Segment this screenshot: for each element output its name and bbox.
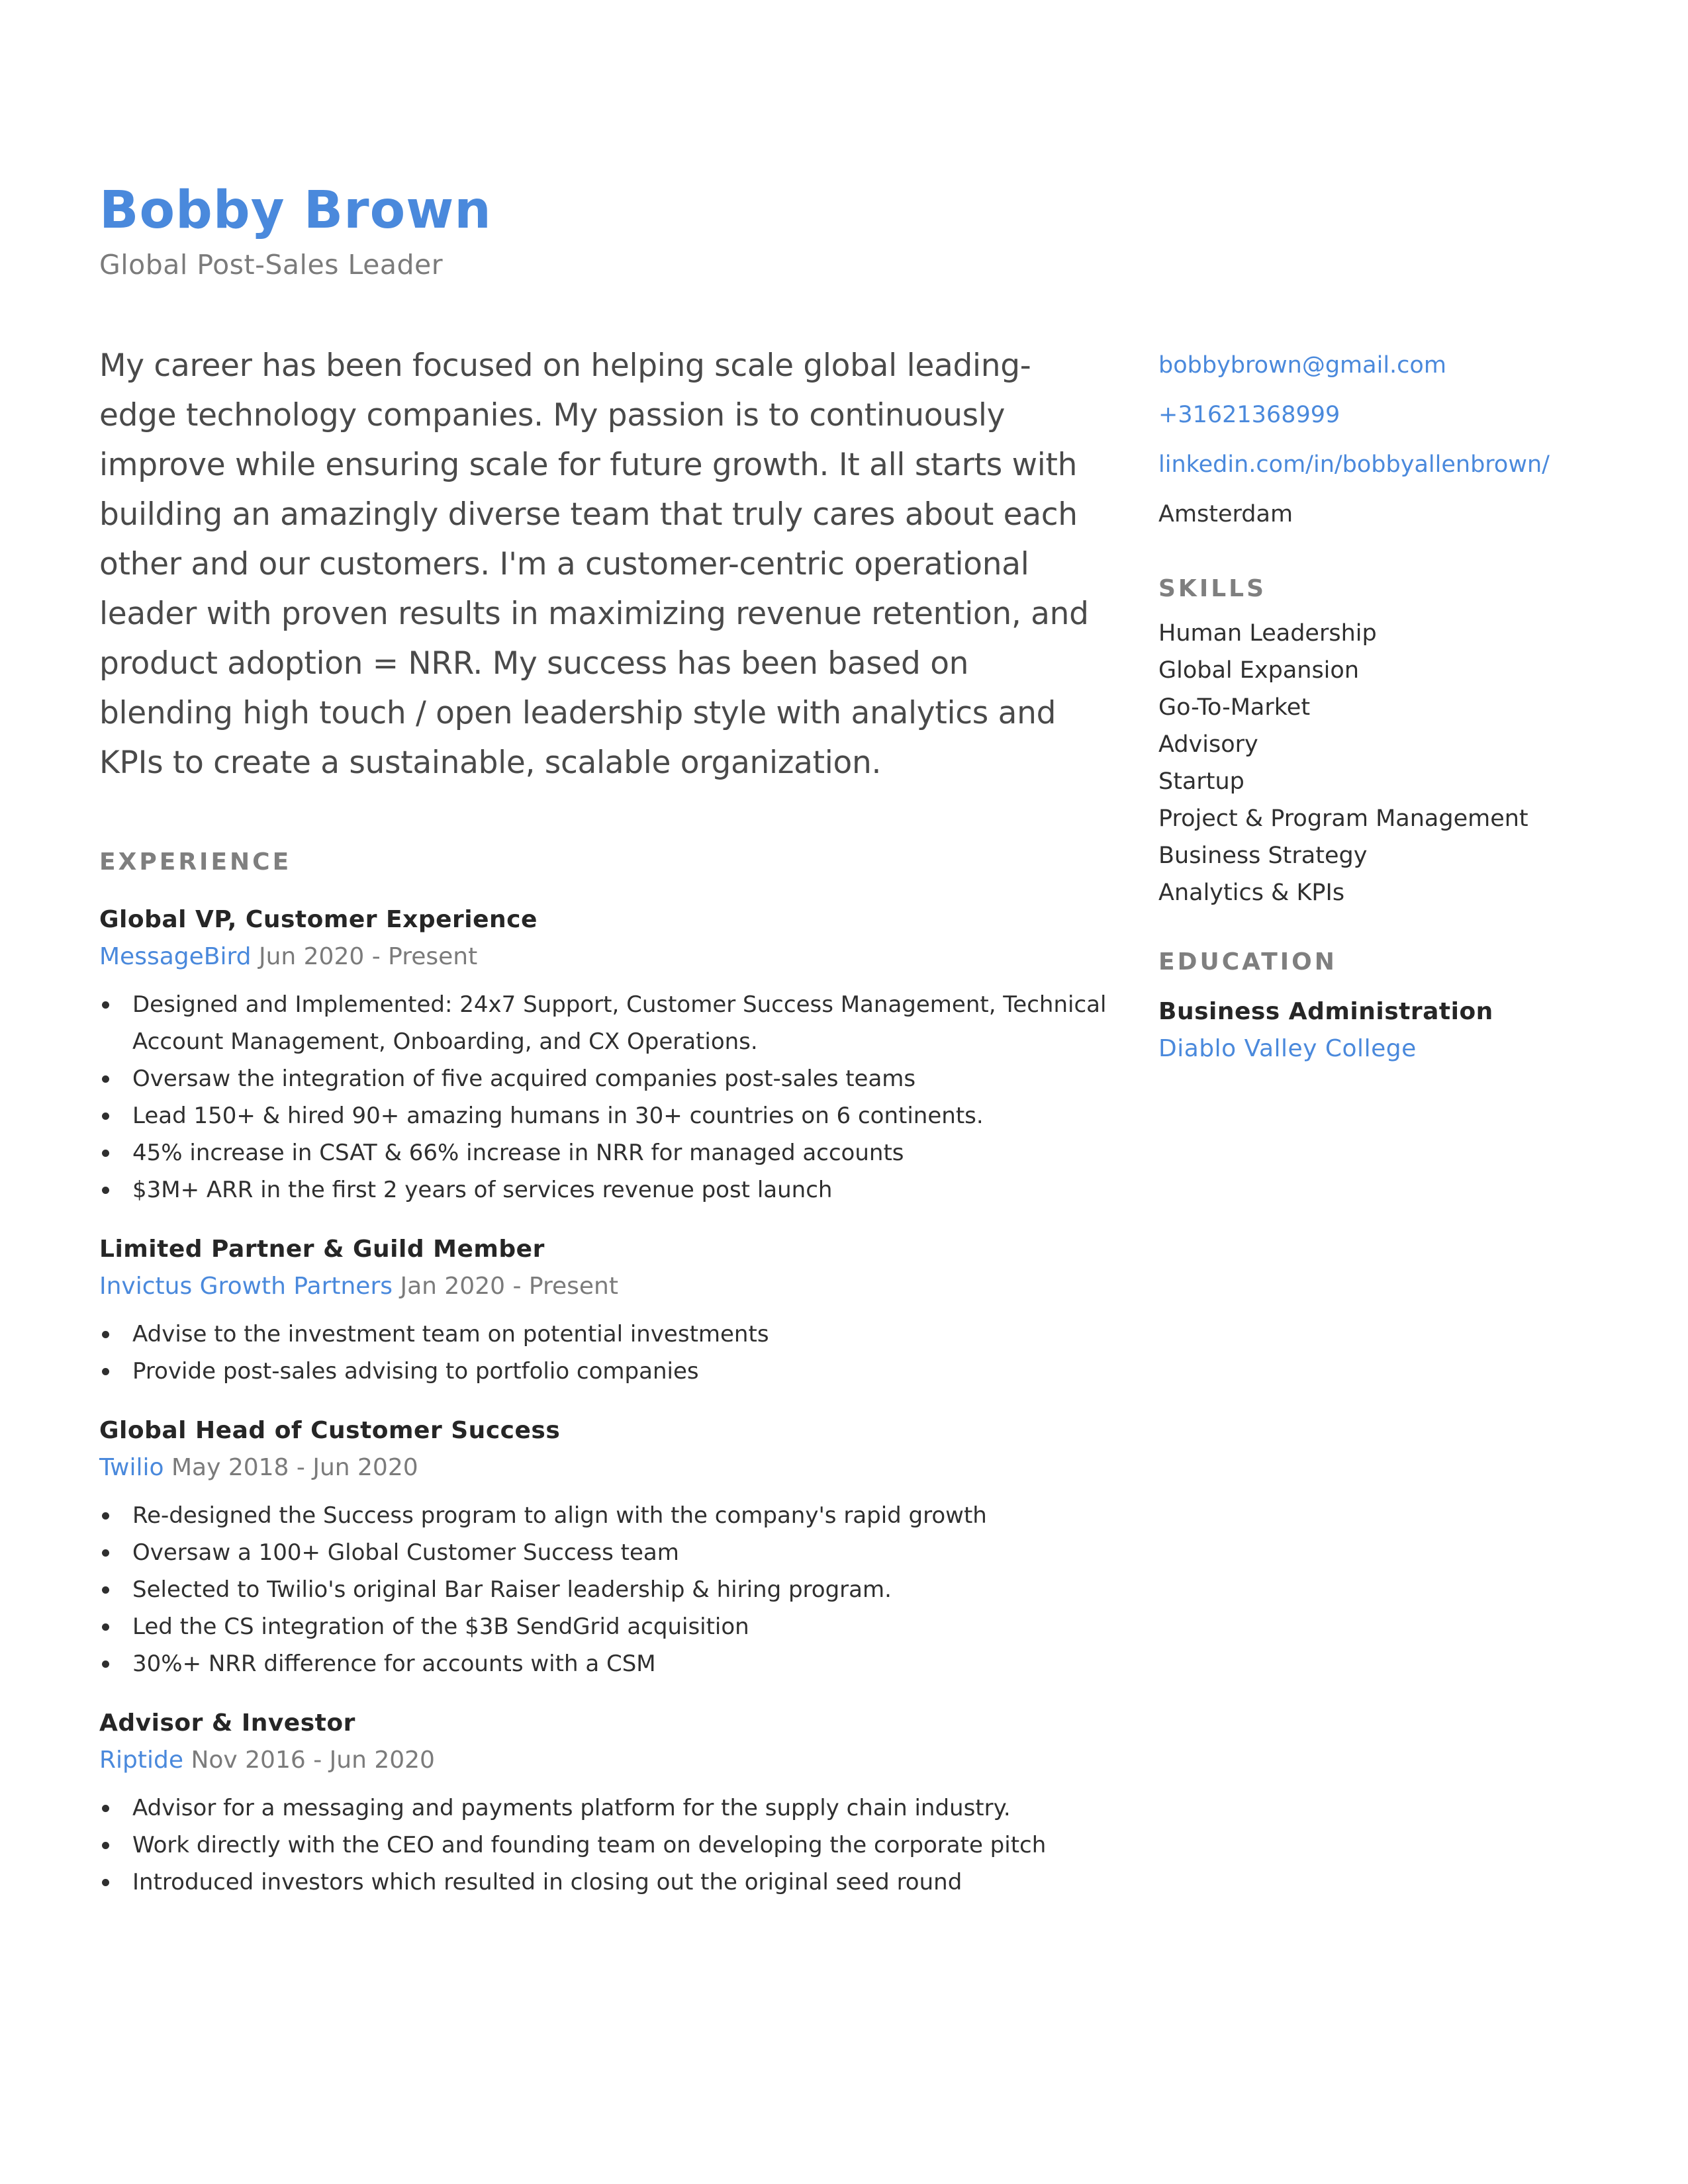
job-meta [99,1742,1112,1779]
job-title: Global VP, Customer Experience [99,906,538,933]
bullet-item [99,1534,1112,1571]
bullet-dot-icon [102,1075,109,1083]
job-meta [99,1268,1112,1305]
linkedin-link[interactable]: linkedin.com/in/bobbyallenbrown/ [1158,451,1550,478]
location-text: Amsterdam [1158,501,1293,527]
skill-item: Startup [1158,768,1244,795]
bullet-dot-icon [102,1661,109,1668]
bullet-item [99,1171,1112,1208]
job-bullets [99,1790,1112,1901]
bullet-dot-icon [102,1331,109,1338]
skill-item: Analytics & KPIs [1158,880,1345,906]
bullet-dot-icon [102,1368,109,1375]
bullet-item [99,1097,1112,1134]
bullet-text: Designed and Implemented: 24x7 Support, Customer Success Management, Technical Account Management, Onboarding, and CX Operations. [132,991,1107,1055]
education-heading: EDUCATION [1158,948,1337,976]
skill-item: Human Leadership [1158,620,1377,647]
bullet-item [99,1790,1112,1827]
bullet-text: Oversaw the integration of five acquired companies post-sales teams [132,1066,916,1092]
job-dates: May 2018 - Jun 2020 [171,1454,418,1481]
bullet-text: Oversaw a 100+ Global Customer Success team [132,1539,679,1566]
sidebar-column [1158,341,1622,1068]
company-name: Twilio [99,1454,164,1481]
bullet-dot-icon [102,1549,109,1557]
main-column [99,341,1112,1901]
job-meta [99,1449,1112,1486]
bullet-item [99,1060,1112,1097]
bullet-dot-icon [102,1187,109,1194]
bullet-dot-icon [102,1113,109,1120]
bullet-item [99,1827,1112,1864]
experience-heading: EXPERIENCE [99,848,292,876]
bullet-item [99,1353,1112,1390]
bullet-dot-icon [102,1623,109,1631]
bullet-dot-icon [102,1842,109,1849]
bullet-text: $3M+ ARR in the first 2 years of services revenue post launch [132,1177,833,1203]
job-entry [99,1412,1112,1682]
bullet-dot-icon [102,1879,109,1886]
skills-heading: SKILLS [1158,575,1267,602]
skill-item: Business Strategy [1158,842,1368,869]
skill-item: Project & Program Management [1158,805,1528,832]
bullet-text: Led the CS integration of the $3B SendGrid acquisition [132,1614,749,1640]
candidate-title: Global Post-Sales Leader [99,249,444,281]
bullet-dot-icon [102,1001,109,1009]
company-name: Invictus Growth Partners [99,1273,393,1300]
bullet-text: Re-designed the Success program to align with the company's rapid growth [132,1502,987,1529]
bullet-text: Lead 150+ & hired 90+ amazing humans in 30+ countries on 6 continents. [132,1103,984,1129]
job-title: Advisor & Investor [99,1709,355,1737]
bullet-text: Advisor for a messaging and payments platform for the supply chain industry. [132,1795,1011,1821]
bullet-item [99,1497,1112,1534]
bullet-text: Selected to Twilio's original Bar Raiser leadership & hiring program. [132,1576,892,1603]
bullet-item [99,986,1112,1060]
company-name: MessageBird [99,943,252,970]
bullet-dot-icon [102,1512,109,1520]
job-bullets [99,1497,1112,1682]
job-bullets [99,1316,1112,1390]
school-name: Diablo Valley College [1158,1035,1417,1062]
bullet-dot-icon [102,1586,109,1594]
email-link[interactable]: bobbybrown@gmail.com [1158,352,1446,379]
bullet-dot-icon [102,1150,109,1157]
job-title: Global Head of Customer Success [99,1417,561,1444]
bullet-text: Introduced investors which resulted in closing out the original seed round [132,1869,962,1895]
skill-item: Advisory [1158,731,1258,758]
bullet-text: 30%+ NRR difference for accounts with a CSM [132,1651,656,1677]
job-dates: Jun 2020 - Present [258,943,478,970]
bullet-text: Provide post-sales advising to portfolio companies [132,1358,699,1385]
job-dates: Jan 2020 - Present [400,1273,618,1300]
job-meta [99,938,1112,976]
bullet-item [99,1864,1112,1901]
job-bullets [99,986,1112,1208]
job-entry [99,1231,1112,1390]
degree-name: Business Administration [1158,998,1493,1025]
bullet-item [99,1316,1112,1353]
bullet-item [99,1608,1112,1645]
phone-link[interactable]: +31621368999 [1158,402,1340,428]
bullet-text: Work directly with the CEO and founding team on developing the corporate pitch [132,1832,1047,1858]
skill-item: Go-To-Market [1158,694,1311,721]
bullet-item [99,1571,1112,1608]
bullet-dot-icon [102,1805,109,1812]
job-entry [99,901,1112,1208]
summary-paragraph: My career has been focused on helping scale global leading-edge technology companies. My passion is to continuously improve while ensuring scale for future growth. It all starts with building an amazingly diverse team that truly cares about each other and our customers. I'm a customer-centric operational leader with proven results in maximizing revenue retention, and product adoption = NRR. My success has been based on blending high touch / open leadership style with analytics and KPIs to create a sustainable, scalable organization. [99,347,1089,781]
job-title: Limited Partner & Guild Member [99,1236,545,1263]
job-entry [99,1705,1112,1901]
resume-header [99,177,492,283]
bullet-text: Advise to the investment team on potential investments [132,1321,769,1347]
skills-list [1158,615,1622,911]
company-name: Riptide [99,1747,183,1774]
job-dates: Nov 2016 - Jun 2020 [191,1747,435,1774]
bullet-text: 45% increase in CSAT & 66% increase in NRR for managed accounts [132,1140,904,1166]
skill-item: Global Expansion [1158,657,1360,684]
bullet-item [99,1645,1112,1682]
bullet-item [99,1134,1112,1171]
candidate-name: Bobby Brown [99,181,492,240]
